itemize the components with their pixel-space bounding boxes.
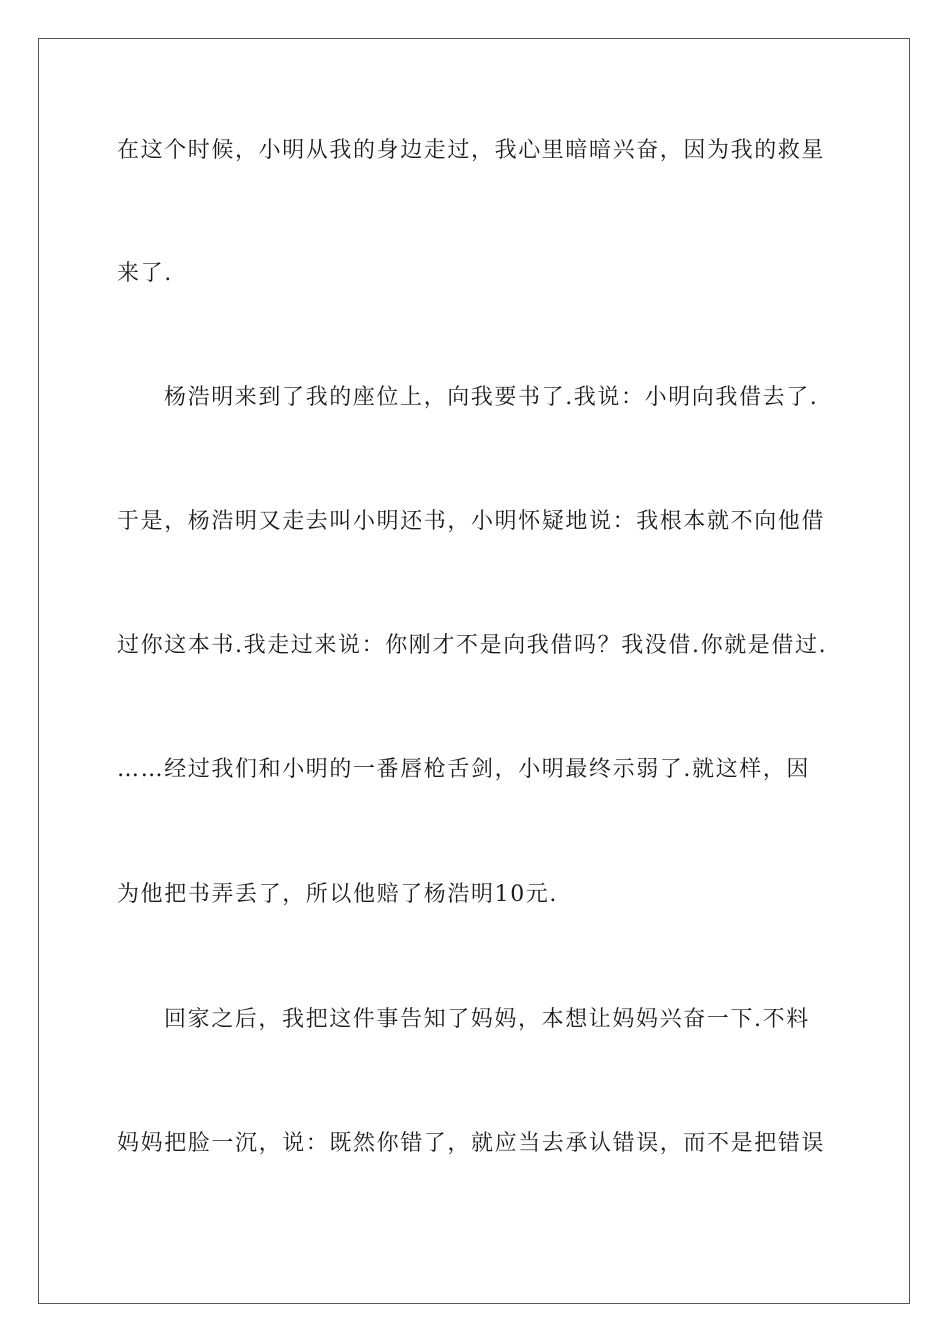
- text-line-9: 妈妈把脸一沉，说：既然你错了，就应当去承认错误，而不是把错误: [117, 1131, 826, 1156]
- text-line-5: 过你这本书.我走过来说：你刚才不是向我借吗？我没借.你就是借过.: [117, 633, 828, 658]
- text-line-8: 回家之后，我把这件事告知了妈妈，本想让妈妈兴奋一下.不料: [164, 1007, 810, 1032]
- text-line-1: 在这个时候，小明从我的身边走过，我心里暗暗兴奋，因为我的救星: [117, 138, 826, 163]
- text-line-7: 为他把书弄丢了，所以他赔了杨浩明10元.: [117, 882, 558, 907]
- text-line-3: 杨浩明来到了我的座位上，向我要书了.我说：小明向我借去了.: [164, 385, 819, 410]
- text-line-6: ……经过我们和小明的一番唇枪舌剑，小明最终示弱了.就这样，因: [117, 757, 810, 782]
- text-line-2: 来了.: [117, 261, 173, 286]
- page-border: [38, 38, 910, 1304]
- text-line-4: 于是，杨浩明又走去叫小明还书，小明怀疑地说：我根本就不向他借: [117, 509, 826, 534]
